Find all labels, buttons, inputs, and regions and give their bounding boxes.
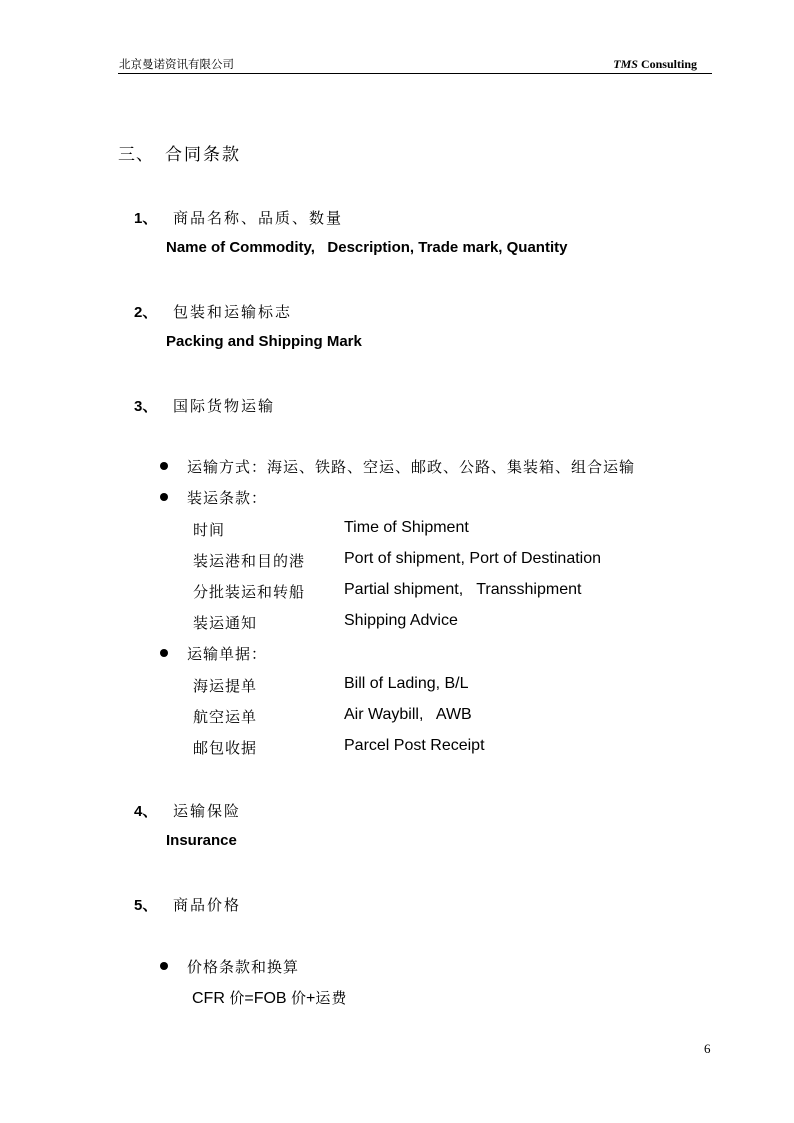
section-number: 三、 <box>118 145 154 165</box>
formula-freight: 运费 <box>315 989 348 1007</box>
section-title: 合同条款 <box>165 145 241 165</box>
header-brand <box>613 57 697 72</box>
header-rule <box>118 73 712 74</box>
formula-cfr: CFR <box>192 990 230 1007</box>
term-en: Time of Shipment <box>344 519 469 536</box>
term-cn: 装运通知 <box>193 614 258 632</box>
doc-cn: 航空运单 <box>193 708 258 726</box>
header-company: 北京曼诺资讯有限公司 <box>119 57 234 71</box>
term-en: Partial shipment, Transshipment <box>344 581 582 598</box>
item-2-title-en: Packing and Shipping Mark <box>166 333 362 350</box>
doc-cn: 邮包收据 <box>193 739 258 757</box>
bullet-icon <box>160 462 168 470</box>
bullet-icon <box>160 493 168 501</box>
item-4-title-en: Insurance <box>166 832 237 849</box>
bullet-icon <box>160 649 168 657</box>
doc-en: Parcel Post Receipt <box>344 737 485 754</box>
term-cn: 时间 <box>193 521 226 539</box>
formula-price-1: 价 <box>229 989 245 1007</box>
item-3-title-cn: 国际货物运输 <box>173 397 276 415</box>
term-cn: 分批装运和转船 <box>193 583 306 601</box>
item-1-number: 1、 <box>134 210 158 227</box>
bullet-icon <box>160 962 168 970</box>
formula-price-2: 价 <box>291 989 307 1007</box>
transport-modes-label: 运输方式： <box>187 458 268 476</box>
formula-fob: =FOB <box>244 990 292 1007</box>
shipment-terms-label: 装运条款： <box>187 489 268 507</box>
term-cn: 装运港和目的港 <box>193 552 306 570</box>
term-en: Shipping Advice <box>344 612 458 629</box>
item-2-number: 2、 <box>134 304 158 321</box>
transport-modes <box>187 456 635 477</box>
item-1-title-en: Name of Commodity, Description, Trade mark, Quantity <box>166 239 568 256</box>
page-number: 6 <box>704 1041 711 1056</box>
item-5-number: 5、 <box>134 897 158 914</box>
header-brand-tms: TMS <box>613 57 638 71</box>
item-2-title-cn: 包装和运输标志 <box>173 303 293 321</box>
transport-docs-label: 运输单据： <box>187 645 268 663</box>
formula-plus: + <box>306 990 316 1007</box>
transport-modes-list: 海运、铁路、空运、邮政、公路、集装箱、组合运输 <box>267 458 636 476</box>
doc-en: Air Waybill, AWB <box>344 706 472 723</box>
item-4-title-cn: 运输保险 <box>173 802 242 820</box>
price-formula <box>192 987 347 1008</box>
term-en: Port of shipment, Port of Destination <box>344 550 602 567</box>
item-1-title-cn: 商品名称、品质、数量 <box>173 209 344 227</box>
item-4-number: 4、 <box>134 803 158 820</box>
item-5-title-cn: 商品价格 <box>173 896 242 914</box>
doc-en: Bill of Lading, B/L <box>344 675 469 692</box>
doc-cn: 海运提单 <box>193 677 258 695</box>
price-bullet: 价格条款和换算 <box>187 958 300 976</box>
item-3-number: 3、 <box>134 398 158 415</box>
header-brand-consulting: Consulting <box>637 57 697 71</box>
